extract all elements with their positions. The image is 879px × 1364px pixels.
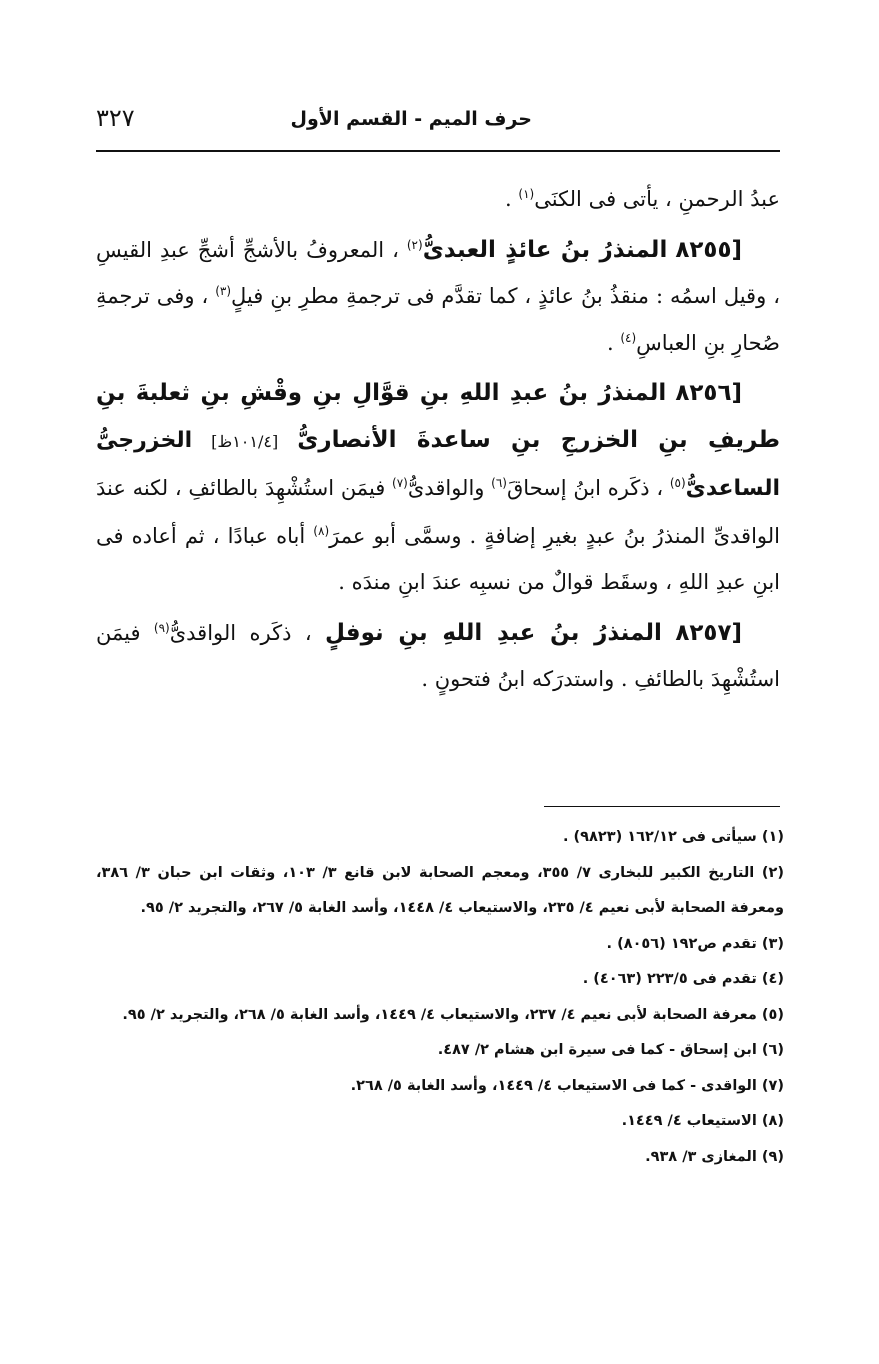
main-text — [96, 176, 780, 703]
footnote-5: (٥) معرفة الصحابة لأبى نعيم ٤/ ٢٣٧، والاستيعاب ٤/ ١٤٤٩، وأسد الغابة ٥/ ٢٦٨، والتجريد ٢/ ٩٥. — [122, 1006, 784, 1023]
footnote-3: (٣) تقدم ص١٩٢ (٨٠٥٦) . — [606, 935, 784, 952]
footnote-marker: (٨) — [313, 523, 330, 538]
footnote-marker: (١) — [518, 187, 535, 201]
entry-text: ، وفى ترجمةِ صُحارِ بنِ العباسِ — [96, 284, 780, 355]
entry-text: فيمَن استُشْهِدَ بالطائفِ ، لكنه عندَ الواقدىِّ المنذرُ بنُ عبدٍ بغيرِ إضافةٍ . وسمَّى أبو عمرَ — [96, 476, 780, 548]
entry-number: [٨٢٥٦ — [675, 380, 743, 406]
footnote-marker: (٢) — [406, 237, 423, 252]
entry-name-nisba: الخزرجىُّ الساعدىُّ — [96, 427, 781, 501]
volume-reference: [١٠١/٤ظ] — [211, 431, 279, 451]
entry-text: ، ذكَره ابنُ إسحاقَ — [506, 476, 670, 500]
header-rule — [96, 150, 780, 152]
footnote-marker: (٥) — [669, 476, 686, 490]
footnote-2: (٢) التاريخ الكبير للبخارى ٧/ ٣٥٥، ومعجم الصحابة لابن قانع ٣/ ١٠٣، وثقات ابن حبان ٣/ ٣٨٦، ومعرفة الصحابة لأبى نعيم ٤/ ٢٣٥، والاستيعاب ٤/ ١٤٤٨، وأسد الغابة ٥/ ٢٦٧، والتجريد ٢/ ٩٥. — [96, 864, 784, 916]
continuation-end: . — [505, 187, 519, 211]
entry-text: أباه عبادًا ، ثم أعاده فى ابنِ عبدِ اللهِ ، وسقَط قوالٌ من نسبِه عندَ ابنِ مندَه . — [96, 523, 780, 594]
footnote-marker: (٦) — [491, 476, 507, 490]
footnote-8: (٨) الاستيعاب ٤/ ١٤٤٩. — [621, 1113, 784, 1129]
entry-number: [٨٢٥٧ — [675, 619, 742, 646]
footnote-6: (٦) ابن إسحاق - كما فى سيرة ابن هشام ٢/ ٤٨٧. — [437, 1042, 784, 1058]
continuation-text: عبدُ الرحمنِ ، يأتى فى الكنَى — [534, 187, 780, 211]
footnote-marker: (٣) — [215, 284, 232, 298]
running-header — [96, 104, 780, 140]
footnote-marker: (٤) — [620, 330, 637, 345]
entry-text: . — [606, 330, 621, 355]
entry-name: المنذرُ بنُ عائذٍ العبدىُّ — [422, 236, 668, 263]
continuation-paragraph — [96, 176, 780, 223]
entry-8255 — [96, 227, 780, 367]
entry-text: والواقدىُّ — [407, 476, 492, 500]
footnotes — [96, 820, 784, 1175]
entry-number: [٨٢٥٥ — [675, 236, 742, 263]
footnote-1: (١) سيأتى فى ١٦٢/١٢ (٩٨٢٣) . — [562, 829, 784, 845]
footnote-rule — [544, 806, 780, 807]
entry-8256 — [96, 370, 780, 606]
footnote-7: (٧) الواقدى - كما فى الاستيعاب ٤/ ١٤٤٩، وأسد الغابة ٥/ ٢٦٨. — [350, 1077, 784, 1094]
footnote-marker: (٩) — [153, 620, 170, 635]
running-title: حرف الميم - القسم الأول — [290, 108, 532, 130]
entry-name: المنذرُ بنُ عبدِ اللهِ بنِ نوفلٍ — [324, 619, 662, 646]
footnote-4: (٤) تقدم فى ٢٢٣/٥ (٤٠٦٣) . — [582, 971, 784, 987]
entry-text: ، ذكَره الواقدىُّ — [169, 620, 325, 645]
entry-8257 — [96, 610, 780, 703]
footnote-marker: (٧) — [392, 476, 408, 490]
entry-name: المنذرُ بنُ عبدِ اللهِ بنِ قوَّالِ بنِ وقْشِ بنِ ثعلبةَ بنِ طريفِ بنِ الخزرجِ بنِ ساعدةَ الأنصارىُّ — [96, 380, 780, 453]
footnote-9: (٩) المغازى ٣/ ٩٣٨. — [645, 1148, 784, 1165]
page-number: ٣٢٧ — [96, 104, 135, 132]
entry-text: فيمَن استُشْهِدَ بالطائفِ . واستدرَكه ابنُ فتحونٍ . — [96, 620, 780, 691]
entry-text: ، المعروفُ بالأشجِّ أشجِّ عبدِ القيسِ ، وقيل اسمُه : منقذُ بنُ عائذٍ ، كما تقدَّم فى ترجمةِ مطرِ بنِ فيلٍ — [96, 237, 780, 308]
